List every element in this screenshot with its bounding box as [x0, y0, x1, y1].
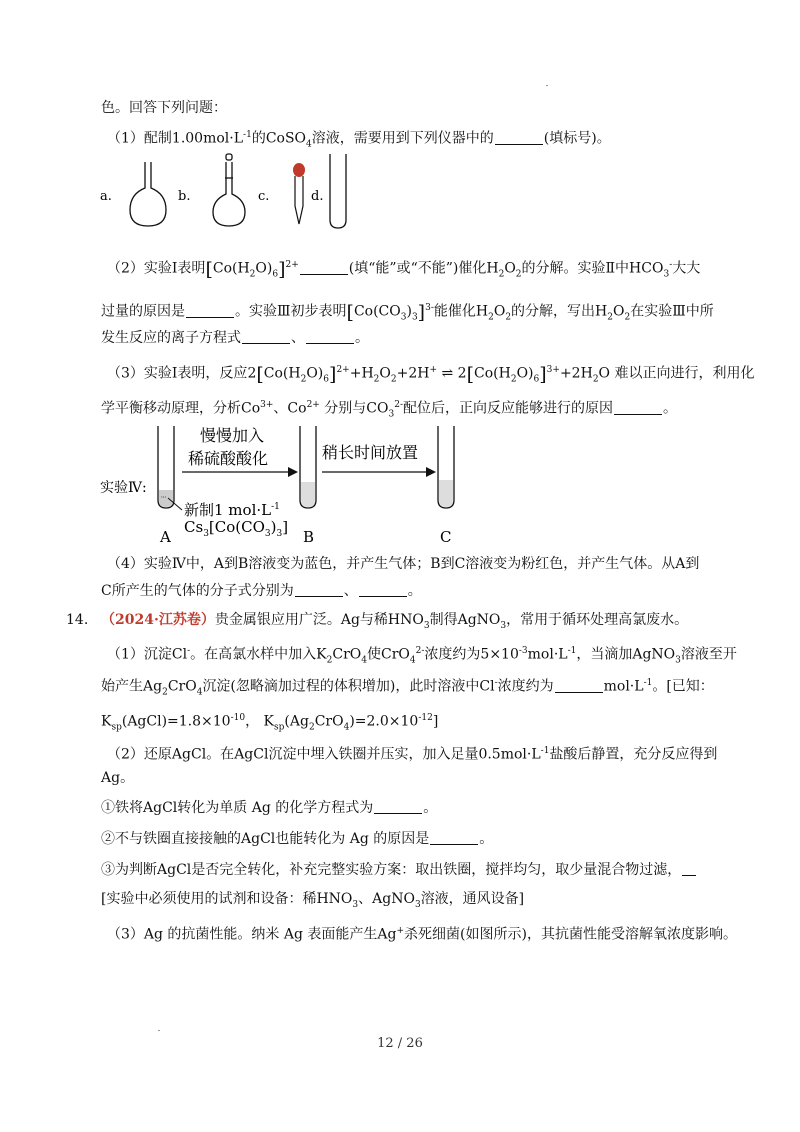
reagent-line2: $Cs_3[Co(CO_3)_3]$ [184, 518, 289, 539]
arrow2-top-text: 稍长时间放置 [322, 443, 419, 462]
tube-b-label: B [303, 528, 315, 545]
arrow-1 [182, 467, 298, 477]
q4-line1: （4）实验Ⅳ中，A到B溶液变为蓝色，并产生气体；B到C溶液变为粉红色，并产生气体。从A到 [107, 556, 700, 572]
answer-blank[interactable] [495, 130, 543, 145]
intro-text: 色。回答下列问题： [101, 100, 227, 116]
answer-blank[interactable] [306, 329, 354, 344]
q14-s2-line2: Ag。 [101, 770, 135, 786]
q14-s3-line: （3）Ag 的抗菌性能。纳米 Ag 表面能产生Ag+杀死细菌(如图所示)，其抗菌性能受溶解氧浓度影响。 [107, 926, 737, 943]
answer-blank[interactable] [359, 582, 407, 597]
arrow-2 [322, 467, 436, 477]
tube-a-label: A [160, 528, 171, 545]
svg-text::::: ::: [161, 494, 167, 500]
q14-stem: （2024·江苏卷）贵金属银应用广泛。Ag与稀$HNO_3$制得AgNO$_3$，常用于循环处理高氯废水。 [101, 612, 689, 631]
answer-blank[interactable] [186, 303, 234, 318]
arrow1-top-text: 慢慢加入 [200, 426, 265, 445]
round-bottom-flask [130, 162, 166, 226]
q14-s1-line3: $K_{sp}(AgCl)=1.8\times 10^{-10}$， $K_{sp}(Ag_2CrO_4)=2.0\times 10^{-12}$] [101, 713, 439, 733]
answer-blank[interactable] [614, 400, 662, 415]
volumetric-flask [213, 154, 245, 226]
page-number: 12 / 26 [377, 1036, 423, 1051]
reagent-line1: 新制1 $mol\cdot L^{-1}$ [184, 501, 280, 519]
tube-c [438, 426, 454, 508]
q14-s2-item1: ①铁将AgCl转化为单质 Ag 的化学方程式为 。 [101, 800, 438, 816]
answer-blank[interactable] [374, 799, 422, 814]
arrow1-bottom-text: 稀硫酸酸化 [188, 449, 269, 468]
q14-s1-line2: 始产生$Ag_2CrO_4$沉淀(忽略滴加过程的体积增加)，此时溶液中Cl-浓度约为 $mol\cdot L^{-1}$。[已知： [101, 678, 714, 698]
mark-dot [158, 1030, 160, 1031]
tube-b [300, 426, 316, 508]
q14-s2-item3: ③为判断AgCl是否完全转化，补充完整实验方案：取出铁圈，搅拌均匀，取少量混合物过滤， [101, 859, 697, 881]
experiment-4-diagram [100, 420, 480, 545]
q2-line2: 过量的原因是 。实验Ⅲ初步表明$[Co(CO_3)_3]^{3-}$能催化$H_2O_2$的分解，写出$H_2O_2$在实验Ⅲ中所 [101, 301, 714, 324]
test-tube [330, 154, 346, 228]
question-number: 14. [66, 612, 89, 628]
question-source: （2024·江苏卷） [101, 612, 215, 628]
apparatus-figure [100, 150, 380, 232]
q2-line3: 发生反应的离子方程式 、 。 [101, 330, 369, 346]
apparatus-label-a: a. [100, 189, 112, 204]
answer-blank[interactable] [682, 861, 696, 876]
answer-blank[interactable] [430, 830, 478, 845]
dropper [293, 163, 305, 224]
answer-blank[interactable] [300, 260, 348, 275]
exp4-label: 实验Ⅳ: [100, 480, 147, 496]
mark-dot [546, 85, 548, 86]
q2-line1: （2）实验Ⅰ表明$[Co(H_2O)_6]^{2+}$ (填“能”或“不能”)催化$H_2O_2$的分解。实验Ⅱ中$HCO_3^-$大大 [107, 258, 701, 281]
apparatus-label-b: b. [178, 189, 191, 204]
q3-line2: 学平衡移动原理，分析$Co^{3+}$、$Co^{2+}$ 分别与$CO_3^{2-}$配位后，正向反应能够进行的原因 。 [101, 400, 678, 420]
tube-c-label: C [440, 528, 452, 545]
answer-blank[interactable] [242, 329, 290, 344]
q14-s2-item2: ②不与铁圈直接接触的AgCl也能转化为 Ag 的原因是 。 [101, 831, 494, 847]
q3-line1: （3）实验Ⅰ表明，反应$2[Co(H_2O)_6]^{2+}+H_2O_2+2H^+$ ⇌ $2[Co(H_2O)_6]^{3+}+2H_2O$ 难以正向进行，利用化 [107, 363, 755, 386]
answer-blank[interactable] [555, 678, 603, 693]
apparatus-label-d: d. [311, 189, 324, 204]
answer-blank[interactable] [295, 582, 343, 597]
tube-a [158, 426, 174, 508]
q1-line: （1）配制$1.00mol\cdot L^{-1}$的CoSO$_4$溶液，需要用到下列仪器中的 (填标号)。 [107, 130, 611, 150]
q4-line2: C所产生的气体的分子式分别为 、 。 [101, 583, 422, 599]
q14-s2-line1: （2）还原AgCl。在AgCl沉淀中埋入铁圈并压实，加入足量$0.5mol\cdot L^{-1}$盐酸后静置，充分反应得到 [107, 746, 718, 763]
q14-s1-line1: （1）沉淀Cl-。在高氯水样中加入$K_2CrO_4$使CrO$_4^{2-}$浓度约为$5\times 10^{-3}mol\cdot L^{-1}$，当滴加AgNO$_3$溶液至开 [107, 646, 737, 666]
q14-s2-item4: [实验中必须使用的试剂和设备：稀$HNO_3$、AgNO$_3$溶液，通风设备] [101, 891, 525, 910]
apparatus-label-c: c. [258, 189, 270, 204]
